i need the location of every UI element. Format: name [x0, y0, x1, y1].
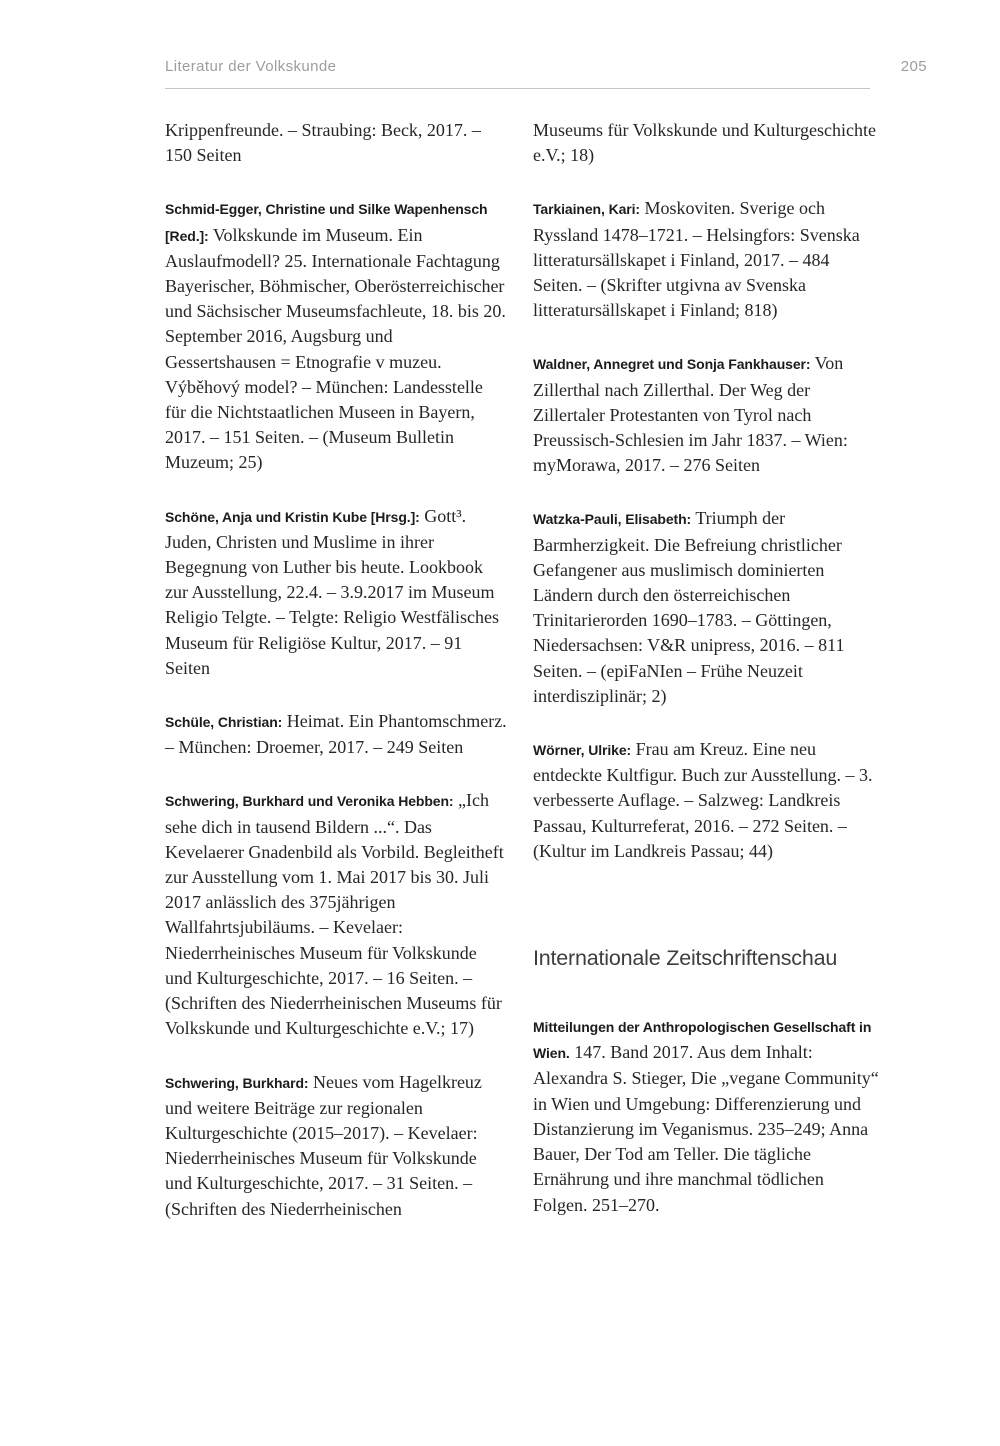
bibliography-entry — [533, 196, 881, 323]
bibliography-column-right — [533, 118, 881, 1246]
entry-text: Neues vom Hagelkreuz und weitere Beiträge zur regionalen Kulturgeschichte (2015–2017). – Kevelaer: Niederrheinisches Museum für Volkskunde und Kulturgeschichte, 2017. – 31 Seiten. – (Schriften des Niederrheinischen — [165, 1071, 482, 1219]
entry-author: Schüle, Christian: — [165, 714, 283, 731]
entry-text: Museums für Volkskunde und Kulturgeschichte e.V.; 18) — [533, 120, 876, 166]
entry-author: Schwering, Burkhard und Veronika Hebben: — [165, 793, 454, 810]
entry-text: Frau am Kreuz. Eine neu entdeckte Kultfigur. Buch zur Ausstellung. – 3. verbesserte Auflage. – Salzweg: Landkreis Passau, Kulturreferat, 2016. – 272 Seiten. – (Kultur im Landkreis Passau; 44) — [533, 739, 873, 861]
bibliography-entry — [533, 351, 881, 478]
bibliography-entry — [533, 1014, 881, 1218]
entry-text: Heimat. Ein Phantomschmerz. – München: Droemer, 2017. – 249 Seiten — [165, 711, 507, 758]
entry-text: Moskoviten. Sverige och Ryssland 1478–1721. – Helsingfors: Svenska litteratursällskapet i Finland, 2017. – 484 Seiten. – (Skrifter utgivna av Svenska litteratursällskapet i Finland; 818) — [533, 198, 860, 321]
bibliography-entry — [165, 709, 507, 760]
bibliography-entry — [165, 788, 507, 1041]
entry-author: Wörner, Ulrike: — [533, 742, 632, 759]
entry-text: Gott³. Juden, Christen und Muslime in ihrer Begegnung von Luther bis heute. Lookbook zur Ausstellung, 22.4. – 3.9.2017 im Museum Religio Telgte. – Telgte: Religio Westfälisches Museum für Religiöse Kultur, 2017. – 91 Seiten — [165, 505, 499, 678]
bibliography-entry — [165, 118, 507, 168]
entry-text: 147. Band 2017. Aus dem Inhalt: Alexandra S. Stieger, Die „vegane Community“ in Wien und Umgebung: Differenzierung und Distanzierung im Veganismus. 235–249; Anna Bauer, Der Tod am Teller. Die tägliche Ernährung und ihre manchmal tödlichen Folgen. 251–270. — [533, 1042, 879, 1215]
header-rule — [165, 88, 870, 89]
section-heading: Internationale Zeitschriftenschau — [533, 946, 838, 971]
bibliography-entry — [533, 118, 881, 168]
entry-author: Schöne, Anja und Kristin Kube [Hrsg.]: — [165, 508, 420, 525]
entry-journal-title: Mitteilungen der Anthropologischen Gesellschaft in Wien. — [533, 1019, 872, 1062]
entry-text: Triumph der Barmherzigkeit. Die Befreiung christlicher Gefangener aus muslimisch dominierten Ländern durch den österreichischen Trinitarierorden 1690–1783. – Göttingen, Niedersachsen: V&R unipress, 2016. – 811 Seiten. – (epiFaNIen – Frühe Neuzeit interdisziplinär; 2) — [533, 508, 845, 706]
entry-author: Watzka-Pauli, Elisabeth: — [533, 511, 692, 528]
entry-text: Von Zillerthal nach Zillerthal. Der Weg der Zillertaler Protestanten von Tyrol nach Preussisch-Schlesien im Jahr 1837. – Wien: myMorawa, 2017. – 276 Seiten — [533, 353, 848, 476]
entry-text: Krippenfreunde. – Straubing: Beck, 2017. – 150 Seiten — [165, 120, 481, 166]
bibliography-column-left — [165, 118, 507, 1250]
entry-text: „Ich sehe dich in tausend Bildern ...“. Das Kevelaerer Gnadenbild als Vorbild. Begleitheft zur Ausstellung vom 1. Mai 2017 bis 30. Juli 2017 anlässlich des 375jährigen Wallfahrtsjubiläums. – Kevelaer: Niederrheinisches Museum für Volkskunde und Kulturgeschichte, 2017. – 16 Seiten. – (Schriften des Niederrheinischen Museums für Volkskunde und Kulturgeschichte e.V.; 17) — [165, 790, 504, 1039]
bibliography-entry — [533, 506, 881, 709]
running-title: Literatur der Volkskunde — [165, 58, 337, 75]
page-header — [165, 58, 927, 76]
entry-author: Waldner, Annegret und Sonja Fankhauser: — [533, 356, 811, 373]
bibliography-entry — [165, 1070, 507, 1222]
entry-author: Schmid-Egger, Christine und Silke Wapenhensch [Red.]: — [165, 201, 488, 244]
bibliography-entry — [165, 196, 507, 475]
page-number: 205 — [900, 58, 927, 75]
entry-author: Schwering, Burkhard: — [165, 1074, 309, 1091]
bibliography-entry — [533, 737, 881, 864]
bibliography-entry — [165, 504, 507, 681]
entry-author: Tarkiainen, Kari: — [533, 201, 640, 218]
entry-text: Volkskunde im Museum. Ein Auslaufmodell? 25. Internationale Fachtagung Bayerischer, Böhmischer, Oberösterreichischer und Sächsischer Museumsfachleute, 18. bis 20. September 2016, Augsburg und Gessertshausen = Etnografie v muzeu. Výběhový model? – München: Landesstelle für die Nichtstaatlichen Museen in Bayern, 2017. – 151 Seiten. – (Museum Bulletin Muzeum; 25) — [165, 224, 506, 473]
